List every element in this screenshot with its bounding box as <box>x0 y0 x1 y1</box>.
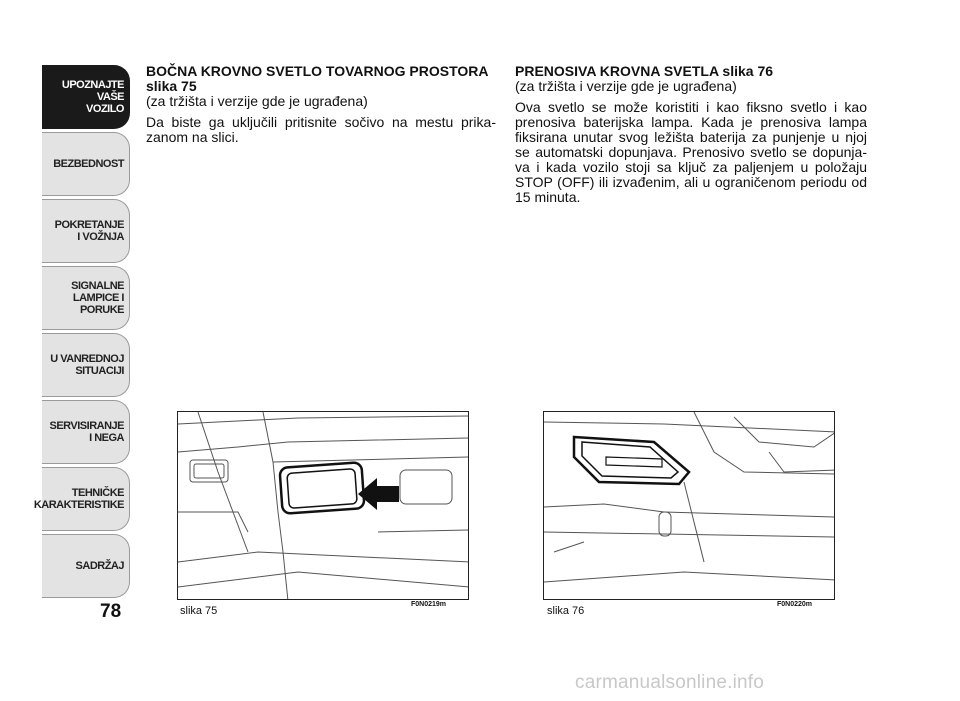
left-subheading: (za tržišta i verzije gde je ugrađena) <box>146 93 368 109</box>
tab-tehnicke-karakteristike[interactable]: TEHNIČKE KARAKTERISTIKE <box>42 467 130 531</box>
figure-76-code: F0N0220m <box>777 601 813 608</box>
tab-signalne-lampice[interactable]: SIGNALNE LAMPICE I PORUKE <box>42 266 130 330</box>
tab-servisiranje-i-nega[interactable]: SERVISIRANJE I NEGA <box>42 400 130 464</box>
tab-sadrzaj[interactable]: SADRŽAJ <box>42 534 130 598</box>
figure-76-caption: slika 76 <box>547 605 585 617</box>
tab-upoznajte-vase-vozilo[interactable]: UPOZNAJTE VAŠE VOZILO <box>42 65 130 129</box>
right-body-text: Ova svetlo se može koristiti i kao fiksno svetlo i kao prenosiva baterijska lampa. Kada je prenosiva lampa fiksirana unutar svog ležišta baterija za punjenje u njoj se automatski dopunjava. Prenosivo svetlo se dopunja-va i kada vozilo stoji sa ključ za paljenjem u položaju STOP (OFF) ili izvađenim, ali u ograničenom periodu od 15 minuta. <box>515 99 867 205</box>
watermark-text: carmanualsonline.info <box>575 672 765 693</box>
figure-75-caption: slika 75 <box>180 605 218 617</box>
arrow-icon <box>358 478 399 510</box>
left-column <box>146 64 496 145</box>
tab-pokretanje-i-voznja[interactable]: POKRETANJE I VOŽNJA <box>42 199 130 263</box>
tab-bezbednost[interactable]: BEZBEDNOST <box>42 132 130 196</box>
figure-75-code: F0N0219m <box>411 601 447 608</box>
left-body-text: Da biste ga uključili pritisnite sočivo na mestu prika-zanom na slici. <box>146 114 496 145</box>
figure-76-illustration <box>543 411 835 600</box>
left-heading: BOČNA KROVNO SVETLO TOVARNOG PROSTORA slika 75 <box>146 63 488 94</box>
tab-u-vanrednoj-situaciji[interactable]: U VANREDNOJ SITUACIJI <box>42 333 130 397</box>
right-heading: PRENOSIVA KROVNA SVETLA slika 76 <box>515 63 774 79</box>
right-column <box>515 64 867 205</box>
figure-75-illustration <box>177 411 469 600</box>
page-number: 78 <box>100 601 122 622</box>
right-subheading: (za tržišta i verzije gde je ugrađena) <box>515 78 737 94</box>
